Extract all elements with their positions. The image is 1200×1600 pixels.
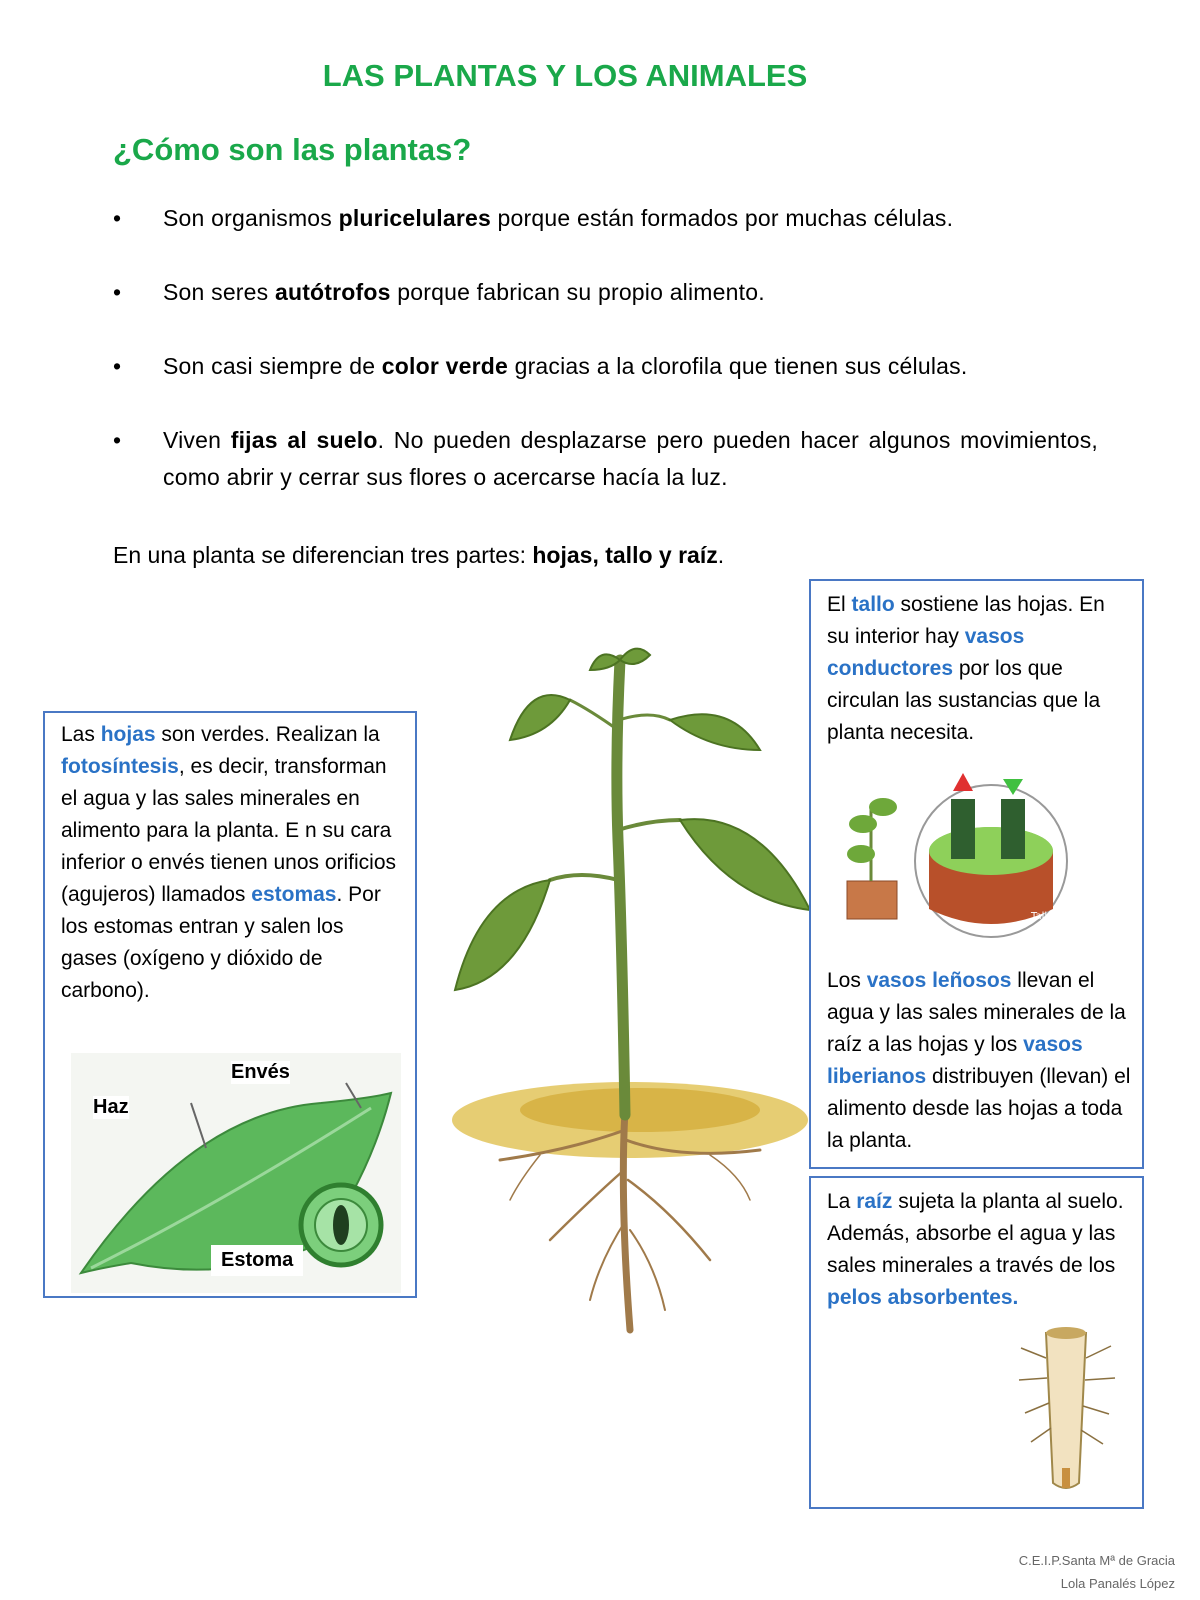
label-haz: Haz bbox=[93, 1096, 129, 1118]
bullet-icon: • bbox=[113, 279, 122, 305]
list-item: • Son organismos pluricelulares porque están formados por muchas células. bbox=[113, 200, 1098, 237]
footer-school: C.E.I.P.Santa Mª de Gracia bbox=[1018, 1553, 1175, 1568]
footer-author: Lola Panalés López bbox=[1060, 1576, 1175, 1591]
bullet-icon: • bbox=[113, 427, 122, 453]
root-hair-diagram bbox=[1011, 1318, 1121, 1493]
stem-info-box bbox=[809, 579, 1144, 1169]
list-item: • Son seres autótrofos porque fabrican su propio alimento. bbox=[113, 274, 1098, 311]
root-info-box bbox=[809, 1176, 1144, 1509]
stem-description: El tallo sostiene las hojas. En su interior hay vasos conductores por los que circulan las sustancias que la planta necesita. bbox=[827, 593, 1105, 744]
stem-vessels-diagram bbox=[841, 769, 1081, 947]
bullet-icon: • bbox=[113, 353, 122, 379]
page-title: LAS PLANTAS Y LOS ANIMALES bbox=[322, 58, 808, 93]
section-subtitle: ¿Cómo son las plantas? bbox=[113, 132, 472, 167]
label-estoma: Estoma bbox=[211, 1245, 303, 1276]
label-enves: Envés bbox=[231, 1061, 290, 1083]
leaves-description: Las hojas son verdes. Realizan la fotosíntesis, es decir, transforman el agua y las sales minerales en alimento para la planta. E n su cara inferior o envés tienen unos orificios (agujeros) llamados estomas. Por los estomas entran y salen los gases (oxígeno y dióxido de carbono). bbox=[61, 723, 397, 1002]
leaves bbox=[455, 649, 810, 990]
list-item: • Viven fijas al suelo. No pueden desplazarse pero pueden hacer algunos movimientos, como abrir y cerrar sus flores o acercarse hacía la luz. bbox=[113, 422, 1098, 496]
leaves-info-box bbox=[43, 711, 417, 1298]
root-description: La raíz sujeta la planta al suelo. Además, absorbe el agua y las sales minerales a través de los pelos absorbentes. bbox=[827, 1190, 1124, 1309]
characteristics-list bbox=[113, 200, 1098, 533]
stem bbox=[550, 660, 680, 1115]
list-item: • Son casi siempre de color verde gracias a la clorofila que tienen sus células. bbox=[113, 348, 1098, 385]
plant-parts-sentence: En una planta se diferencian tres partes: hojas, tallo y raíz. bbox=[113, 542, 725, 568]
vessels-description: Los vasos leñosos llevan el agua y las sales minerales de la raíz a las hojas y los vasos liberianos distribuyen (llevan) el alimento desde las hojas a toda la planta. bbox=[827, 969, 1131, 1152]
plant-illustration bbox=[440, 640, 820, 1340]
stem-diagram-label: Tallo bbox=[1031, 911, 1054, 922]
bullet-icon: • bbox=[113, 205, 122, 231]
